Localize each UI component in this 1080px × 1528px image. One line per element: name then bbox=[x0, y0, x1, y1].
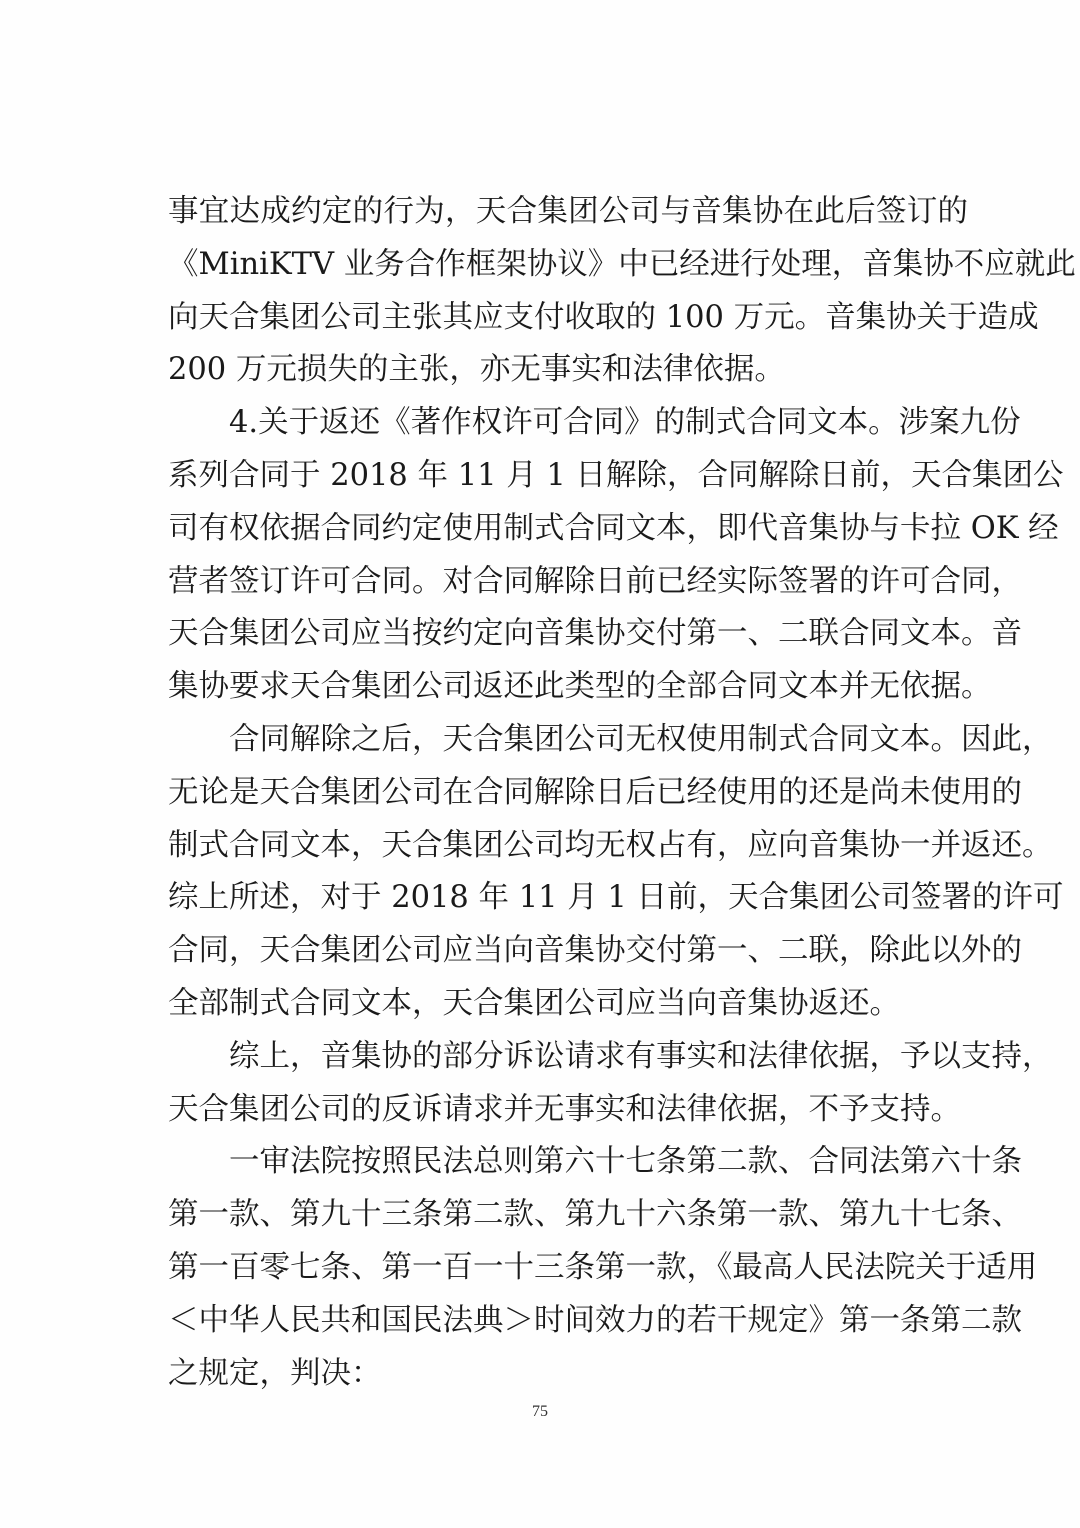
text-line: 无论是天合集团公司在合同解除日后已经使用的还是尚未使用的 bbox=[168, 774, 1022, 810]
text-line: 司有权依据合同约定使用制式合同文本，即代音集协与卡拉 OK 经 bbox=[168, 510, 1059, 546]
text-line: 天合集团公司的反诉请求并无事实和法律依据，不予支持。 bbox=[168, 1091, 961, 1127]
text-line: 向天合集团公司主张其应支付收取的 100 万元。音集协关于造成 bbox=[168, 299, 1039, 335]
text-line: ＜中华人民共和国民法典＞时间效力的若干规定》第一条第二款 bbox=[168, 1302, 1022, 1338]
text-line: 第一百零七条、第一百一十三条第一款，《最高人民法院关于适用 bbox=[168, 1249, 1038, 1285]
text-line: 合同，天合集团公司应当向音集协交付第一、二联，除此以外的 bbox=[168, 933, 1022, 969]
page-number: 75 bbox=[532, 1403, 548, 1420]
text-line: 集协要求天合集团公司返还此类型的全部合同文本并无依据。 bbox=[168, 669, 992, 705]
text-line: 第一款、第九十三条第二款、第九十六条第一款、第九十七条、 bbox=[168, 1197, 1022, 1233]
text-line: 200 万元损失的主张，亦无事实和法律依据。 bbox=[168, 352, 785, 388]
body-text bbox=[168, 186, 1076, 1400]
text-line: 综上，音集协的部分诉讼请求有事实和法律依据，予以支持， bbox=[229, 1038, 1053, 1074]
text-line: 一审法院按照民法总则第六十七条第二款、合同法第六十条 bbox=[229, 1144, 1022, 1180]
text-line: 之规定，判决： bbox=[168, 1355, 382, 1391]
text-line: 全部制式合同文本，天合集团公司应当向音集协返还。 bbox=[168, 985, 900, 1021]
text-line: 营者签订许可合同。对合同解除日前已经实际签署的许可合同， bbox=[168, 563, 1022, 599]
text-line: 事宜达成约定的行为，天合集团公司与音集协在此后签订的 bbox=[168, 194, 968, 229]
text-line: 合同解除之后，天合集团公司无权使用制式合同文本。因此， bbox=[229, 721, 1053, 757]
text-line: 《MiniKTV 业务合作框架协议》中已经进行处理，音集协不应就此 bbox=[168, 246, 1076, 282]
text-line: 系列合同于 2018 年 11 月 1 日解除，合同解除日前，天合集团公 bbox=[168, 457, 1064, 493]
text-line: 天合集团公司应当按约定向音集协交付第一、二联合同文本。音 bbox=[168, 616, 1022, 652]
text-line: 制式合同文本，天合集团公司均无权占有，应向音集协一并返还。 bbox=[168, 827, 1053, 863]
text-line: 4.关于返还《著作权许可合同》的制式合同文本。涉案九份 bbox=[229, 405, 1021, 441]
text-line: 综上所述，对于 2018 年 11 月 1 日前，天合集团公司签署的许可 bbox=[168, 880, 1064, 916]
